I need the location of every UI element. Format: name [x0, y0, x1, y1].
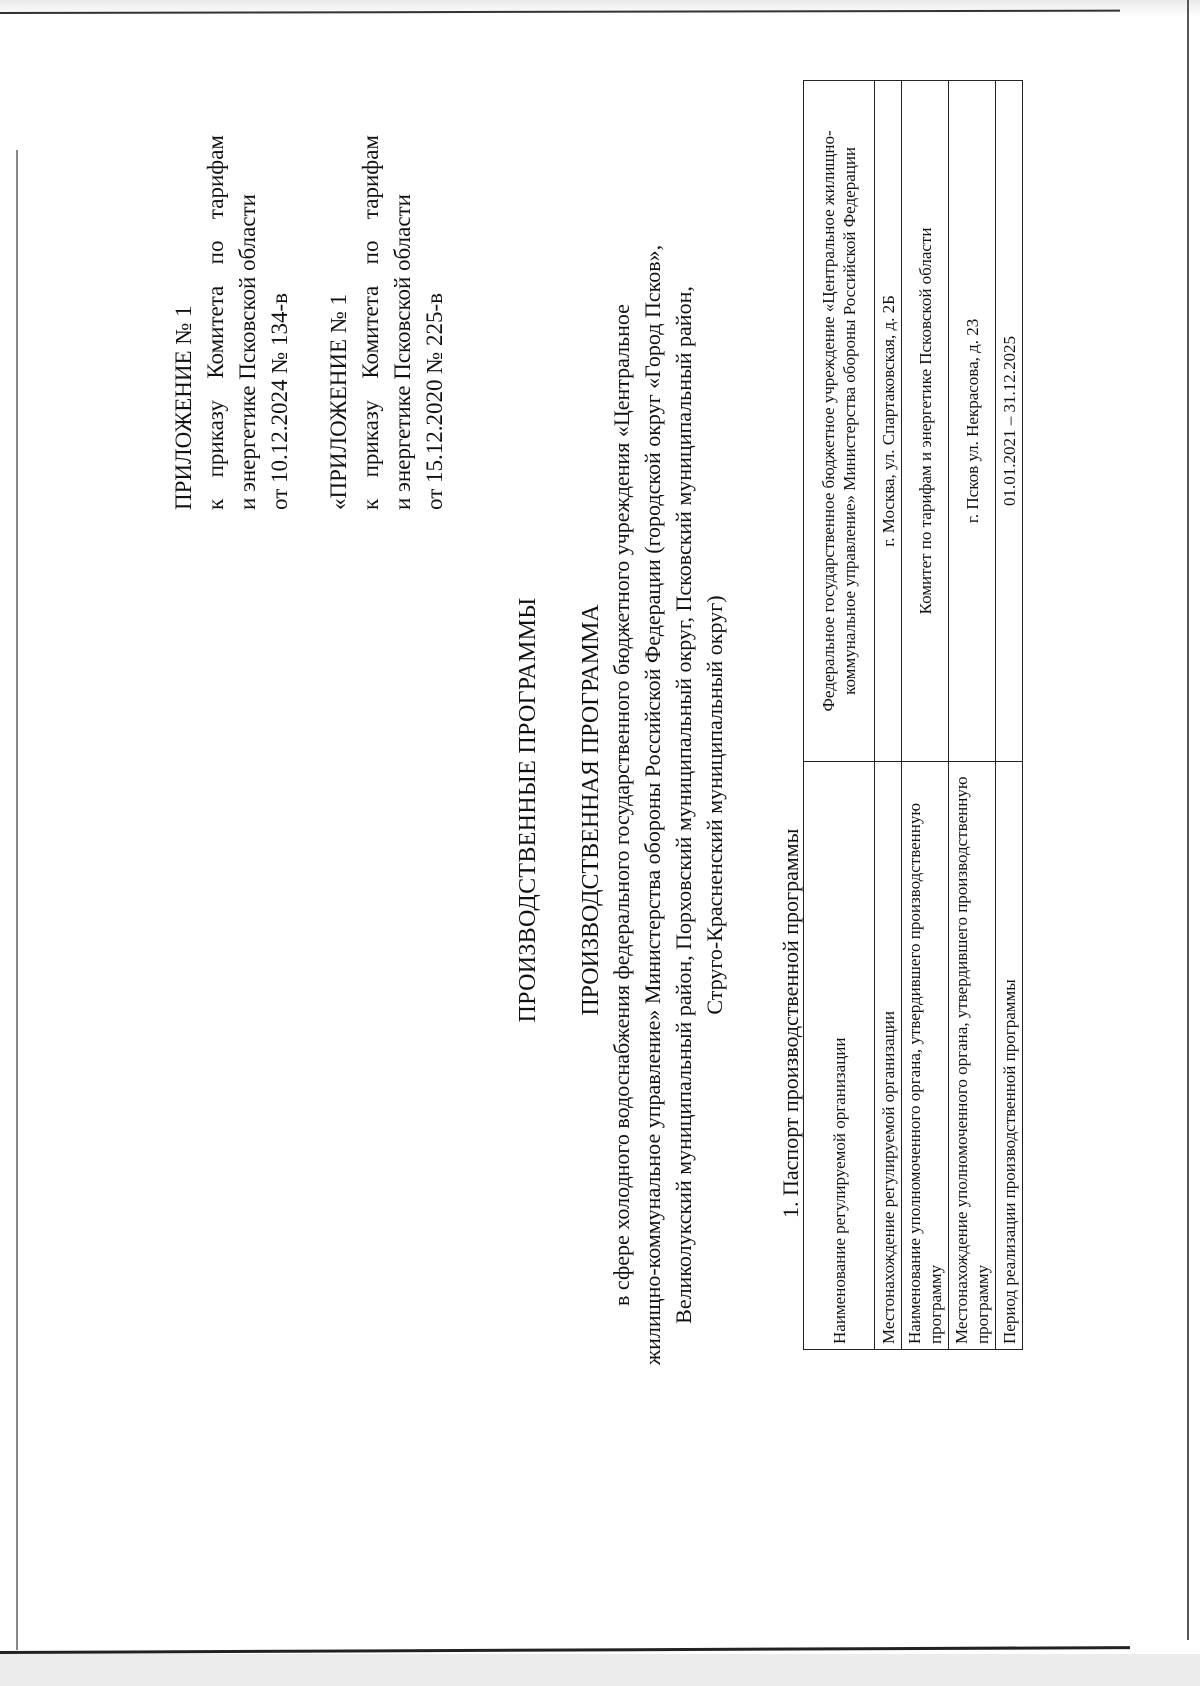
scan-border-bottom — [0, 1646, 1130, 1654]
appendix-word: тарифам — [358, 135, 383, 220]
appendix-word: тарифам — [203, 135, 228, 220]
appendix-current-title: ПРИЛОЖЕНИЕ № 1 — [171, 305, 196, 510]
program-line-4: Струго-Красненский муниципальный округ) — [702, 595, 727, 1015]
appendix-previous — [323, 135, 451, 510]
scan-border-right — [1187, 0, 1189, 1640]
appendix-current-line4: от 10.12.2024 № 134-в — [267, 293, 292, 510]
appendix-current-line3: и энергетике Псковской области — [235, 194, 260, 510]
appendix-word: по — [203, 240, 228, 265]
program-line-1: в сфере холодного водоснабжения федерального государственного бюджетного учреждения «Центральное — [609, 304, 634, 1306]
table-row — [875, 81, 902, 1350]
table-row — [804, 81, 875, 1350]
appendix-previous-line3: и энергетике Псковской области — [390, 194, 415, 510]
passport-label: Местонахождение уполномоченного органа, утвердившего производственную программу — [949, 761, 996, 1349]
appendix-word: по — [358, 240, 383, 265]
appendix-word: приказу — [358, 400, 383, 478]
passport-label: Наименование регулируемой организации — [804, 761, 875, 1349]
appendix-previous-line2 — [355, 135, 387, 510]
scan-edge-bottom — [0, 1654, 1200, 1686]
appendix-current-line2 — [200, 135, 232, 510]
appendix-word: приказу — [203, 400, 228, 478]
appendix-word: Комитета — [358, 285, 383, 379]
program-title: ПРОИЗВОДСТВЕННАЯ ПРОГРАММА — [578, 604, 604, 1016]
appendix-word: Комитета — [203, 285, 228, 379]
table-row — [949, 81, 996, 1350]
passport-value: Федеральное государственное бюджетное учреждение «Центральное жилищно-коммунальное управление» Министерства обороны Российской Федерации — [804, 81, 875, 762]
appendix-word: к — [203, 498, 228, 510]
passport-value: г. Псков ул. Некрасова, д. 23 — [949, 81, 996, 762]
appendix-word: к — [358, 498, 383, 510]
program-line-3: Великолукский муниципальный район, Порховский муниципальный округ, Псковский муниципальный район, — [671, 286, 696, 1324]
program-description — [606, 220, 730, 1390]
program-line-2: жилищно-коммунальное управление» Министерства обороны Российской Федерации (городской округ «Город Псков», — [640, 244, 665, 1366]
section-title: 1. Паспорт производственной программы — [778, 828, 803, 1218]
passport-value: 01.01.2021 – 31.12.2025 — [996, 81, 1023, 762]
document-title: ПРОИЗВОДСТВЕННЫЕ ПРОГРАММЫ — [515, 597, 541, 1023]
passport-table — [803, 80, 1023, 1350]
appendix-previous-title: «ПРИЛОЖЕНИЕ № 1 — [326, 293, 351, 510]
rotated-page — [0, 50, 1080, 1570]
table-row — [902, 81, 949, 1350]
passport-label: Наименование уполномоченного органа, утвердившего производственную программу — [902, 761, 949, 1349]
passport-value: Комитет по тарифам и энергетике Псковской области — [902, 81, 949, 762]
appendix-current — [168, 135, 296, 510]
passport-label: Период реализации производственной программы — [996, 761, 1023, 1349]
table-row — [996, 81, 1023, 1350]
passport-label: Местонахождение регулируемой организации — [875, 761, 902, 1349]
passport-value: г. Москва, ул. Спартаковская, д. 2Б — [875, 81, 902, 762]
appendix-previous-line4: от 15.12.2020 № 225-в — [422, 293, 447, 510]
